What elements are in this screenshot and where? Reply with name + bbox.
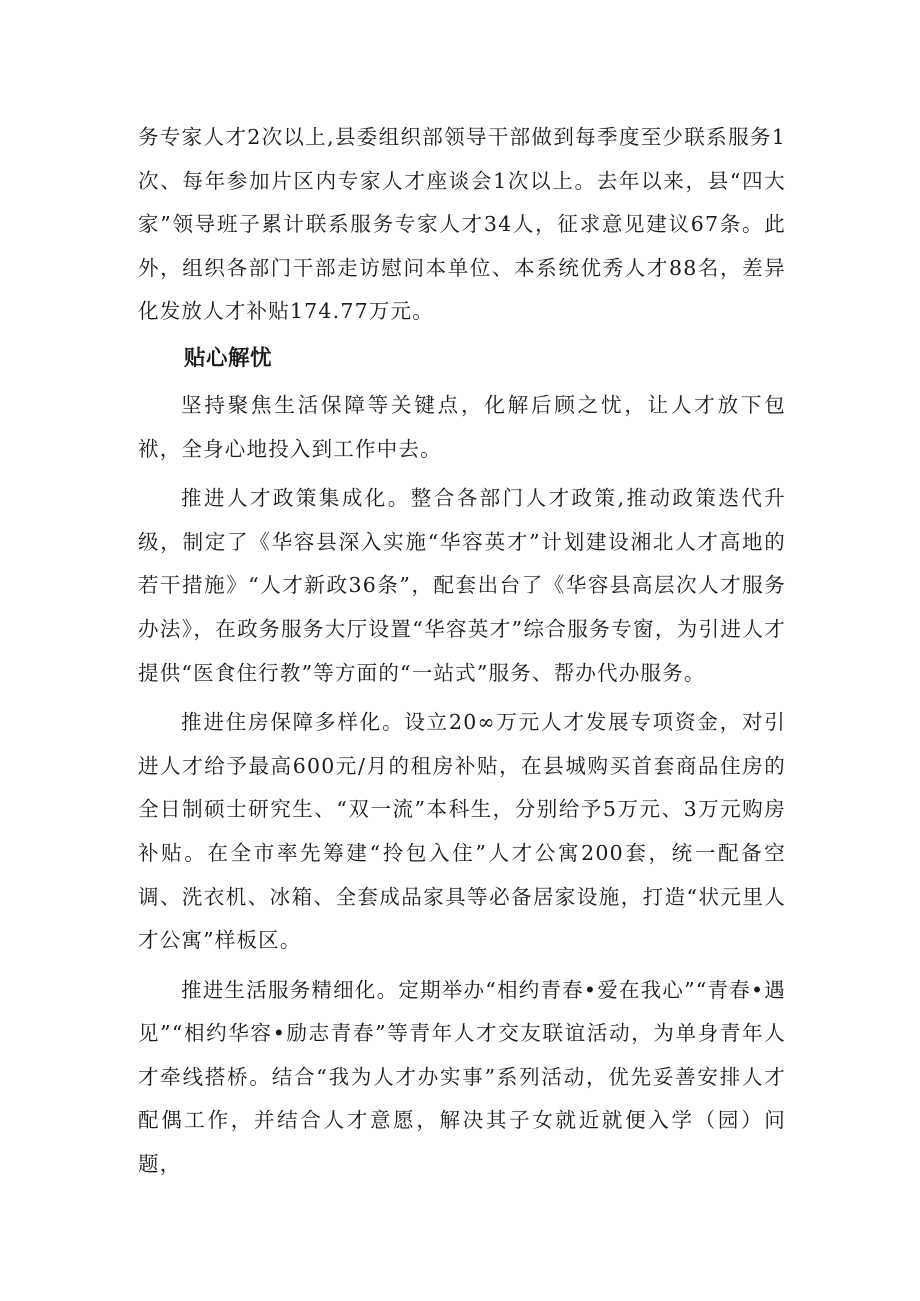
body-paragraph: 坚持聚焦生活保障等关键点，化解后顾之忧，让人才放下包袱，全身心地投入到工作中去。 xyxy=(138,392,786,461)
document-page xyxy=(138,116,786,1187)
body-paragraph: 务专家人才2次以上,县委组织部领导干部做到每季度至少联系服务1次、每年参加片区内专家人才座谈会1次以上。去年以来，县“四大家”领导班子累计联系服务专家人才34人，征求意见建议67条。此外，组织各部门干部走访慰问本单位、本系统优秀人才88名，差异化发放人才补贴174.77万元。 xyxy=(138,125,786,324)
body-paragraph: 推进住房保障多样化。设立20∞万元人才发展专项资金，对引进人才给予最高600元/月的租房补贴，在县城购买首套商品住房的全日制硕士研究生、“双一流”本科生，分别给予5万元、3万元购房补贴。在全市率先筹建“拎包入住”人才公寓200套，统一配备空调、洗衣机、冰箱、全套成品家具等必备居家设施，打造“状元里人才公寓”样板区。 xyxy=(138,710,786,953)
body-paragraph: 推进人才政策集成化。整合各部门人才政策,推动政策迭代升级，制定了《华容县深入实施“华容英才”计划建设湘北人才高地的若干措施》“人才新政36条”，配套出台了《华容县高层次人才服务办法》，在政务服务大厅设置“华容英才”综合服务专窗，为引进人才提供“医食住行教”等方面的“一站式”服务、帮办代办服务。 xyxy=(138,486,786,685)
body-paragraph: 推进生活服务精细化。定期举办“相约青春•爱在我心”“青春•遇见”“相约华容•励志青春”等青年人才交友联谊活动，为单身青年人才牵线搭桥。结合“我为人才办实事”系列活动，优先妥善安排人才配偶工作，并结合人才意愿，解决其子女就近就便入学（园）问题， xyxy=(138,977,786,1177)
section-heading: 贴心解忧 xyxy=(184,345,273,371)
